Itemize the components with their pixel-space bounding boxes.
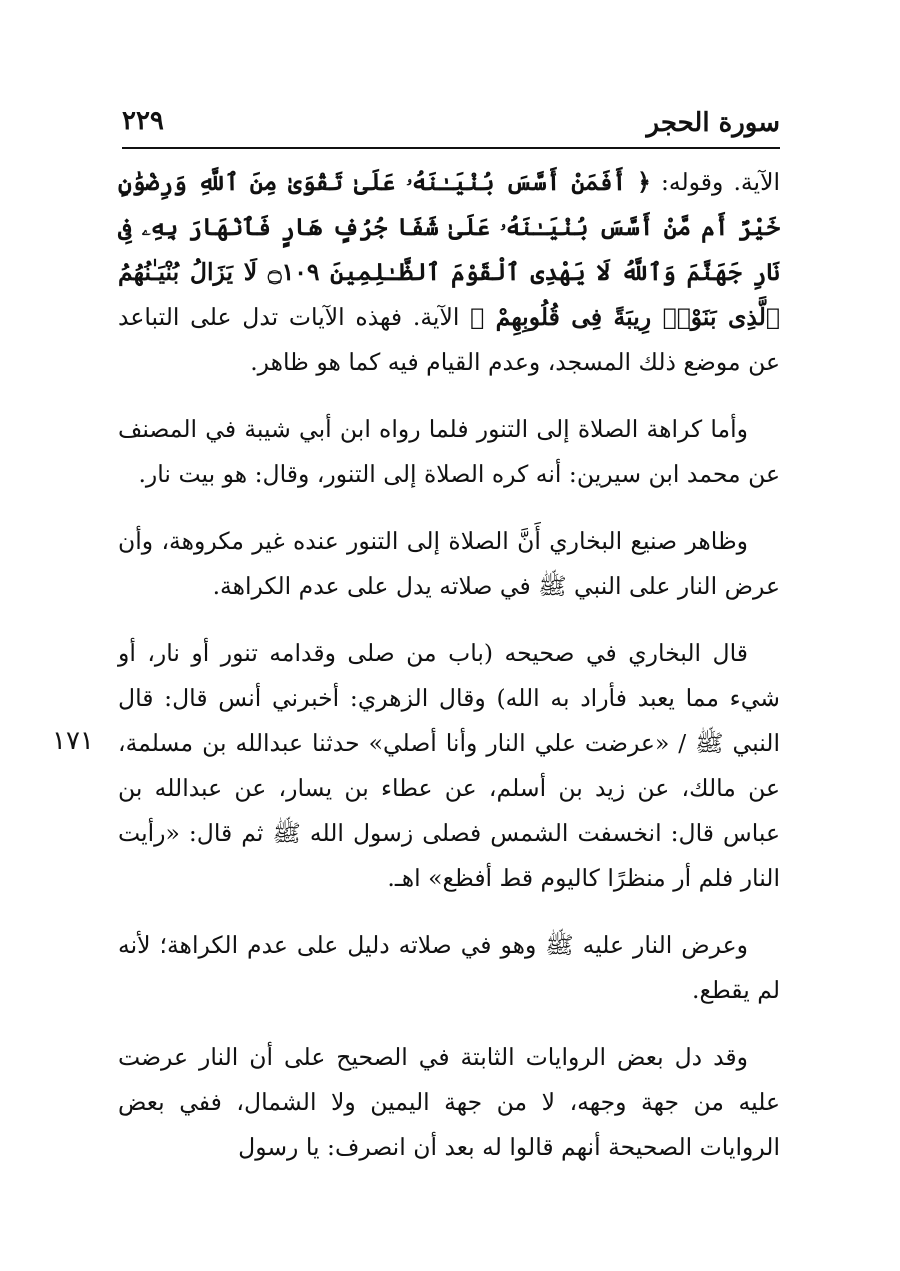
paragraph-bukhari-hadith: قال البخاري في صحيحه (باب من صلى وقدامه تنور أو نار، أو شيء مما يعبد فأراد به الله) وقال الزهري: أخبرني أنس قال: قال النبي ﷺ / «عرضت علي النار وأنا أصلي» حدثنا عبدالله بن مسلمة، عن مالك، عن زيد بن أسلم، عن عطاء بن يسار، عن عبدالله بن عباس قال: انخسفت الشمس فصلى زسول الله ﷺ ثم قال: «رأيت النار فلم أر منظرًا كاليوم قط أفظع» اهـ. [118, 639, 780, 892]
margin-page-number: ١٧١ [52, 726, 94, 756]
quran-verse: ﴿ أَفَمَنْ أَسَّسَ بُنْيَـٰنَهُۥ عَلَىٰ تَقْوَىٰ مِنَ ٱللَّهِ وَرِضْوَٰنٍ خَيْرٌ أَم مَّنْ أَسَّسَ بُنْيَـٰنَهُۥ عَلَىٰ شَفَا جُرُفٍ هَارٍ فَٱنْهَارَ بِهِۦ فِى نَارِ جَهَنَّمَ وَٱللَّهُ لَا يَهْدِى ٱلْقَوْمَ ٱلظَّـٰلِمِينَ ۝١٠٩ لَا يَزَالُ بُنْيَـٰنُهُمُ ٱلَّذِى بَنَوْا۟ رِيبَةً فِى قُلُوبِهِمْ ﴾ [118, 168, 780, 331]
paragraph-no-karaha: وعرض النار عليه ﷺ وهو في صلاته دليل على عدم الكراهة؛ لأنه لم يقطع. [118, 931, 780, 1004]
paragraph-tannur-karaha: وأما كراهة الصلاة إلى التنور فلما رواه ابن أبي شيبة في المصنف عن محمد ابن سيرين: أنه كره الصلاة إلى التنور، وقال: هو بيت نار. [118, 415, 780, 488]
page-header [122, 102, 780, 146]
paragraph-riwayat: وقد دل بعض الروايات الثابتة في الصحيح على أن النار عرضت عليه من جهة وجهه، لا من جهة اليمين ولا الشمال، ففي بعض الروايات الصحيحة أنهم قالوا له بعد أن انصرف: يا رسول [118, 1043, 780, 1161]
header-rule [122, 147, 780, 149]
paragraph-verse [118, 160, 780, 385]
page-body [118, 160, 780, 1192]
paragraph-suffix: الآية. فهذه الآيات تدل على التباعد عن موضع ذلك المسجد، وعدم القيام فيه كما هو ظاهر. [118, 303, 780, 376]
paragraph-bukhari-view: وظاهر صنيع البخاري أَنَّ الصلاة إلى التنور عنده غير مكروهة، وأن عرض النار على النبي ﷺ في صلاته يدل على عدم الكراهة. [118, 527, 780, 600]
page-number: ٢٢٩ [122, 106, 164, 136]
surah-title: سورة الحجر [646, 108, 780, 138]
paragraph-prefix: الآية. وقوله: [650, 168, 781, 196]
